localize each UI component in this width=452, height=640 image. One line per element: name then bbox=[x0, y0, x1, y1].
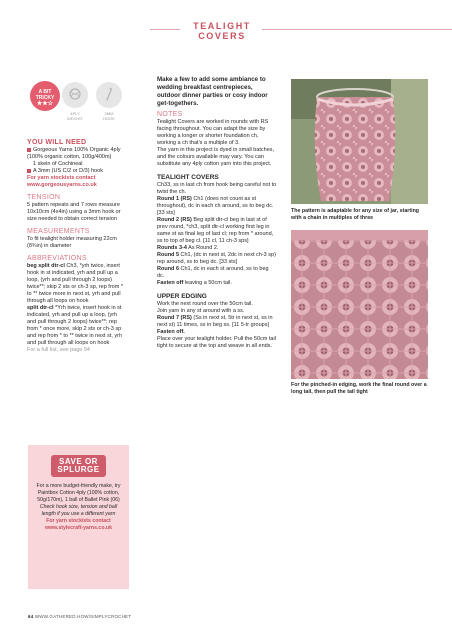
rounds-3-4-text: As Round 2. bbox=[186, 245, 219, 251]
difficulty-badge bbox=[30, 81, 60, 111]
measurements-text: To fit tealight holder measuring 22cm (8¾in) in diameter bbox=[27, 236, 117, 249]
tealight-cover-photo bbox=[291, 79, 428, 204]
yarn-ball-icon bbox=[69, 87, 81, 101]
yarn-weight-label-2: WEIGHT bbox=[67, 116, 83, 121]
middle-column bbox=[157, 76, 277, 350]
intro-text: Make a few to add some ambiance to wedding breakfast centrepieces, outdoor dinner parties or cosy indoor get-togethers. bbox=[157, 76, 268, 107]
crochet-hook-icon bbox=[103, 87, 115, 101]
abbreviation-2-text: *Yrh twice, insert hook in st indicated, yrh and pull up a loop, (yrh and pull through 2 loops) twice**; rep from * once more, skip 2 sts or ch-3 sp and rep from * to ** twice in next st, yrh and pull through all loops on hook bbox=[27, 305, 123, 346]
yarn-weight-label-1: 4PLY bbox=[70, 111, 80, 116]
splurge-title-line-2: SPLURGE bbox=[57, 465, 100, 474]
round-2-label: Round 2 (RS) bbox=[157, 217, 192, 223]
full-list-note: For a full list, see page 94 bbox=[27, 347, 90, 353]
photo-caption-2: For the pinched-in edging, work the final round over a long tail, then pull the tail tight bbox=[291, 382, 427, 395]
abbreviation-2-term: split dtr-cl bbox=[27, 305, 54, 311]
page-footer bbox=[28, 614, 131, 619]
round-6-text: Ch1, dc in each st around, ss to beg dc. bbox=[157, 266, 269, 279]
materials-item-1-text: Gorgeous Yarns 100% Organic 4ply (100% organic cotton, 100g/400m) bbox=[27, 147, 121, 160]
you-will-need-heading: YOU WILL NEED bbox=[27, 139, 87, 146]
fasten-off-label: Fasten off bbox=[157, 280, 184, 286]
pattern-rounds-3-4 bbox=[157, 245, 277, 252]
pattern-fasten-off bbox=[157, 280, 277, 287]
materials-item-1-qty: 1 skein of Cochineal bbox=[33, 161, 83, 167]
edging-step-3: Place over your tealight holder. Pull the 50cm tail tight to secure at the top and weave in all ends. bbox=[157, 336, 276, 349]
materials-item-2 bbox=[27, 168, 127, 175]
crochet-detail-illustration bbox=[291, 230, 428, 379]
pattern-round-1 bbox=[157, 196, 277, 217]
crochet-detail-photo bbox=[291, 230, 428, 379]
bullet-icon bbox=[27, 148, 31, 152]
difficulty-line-2: TRICKY bbox=[35, 95, 55, 101]
round-7-label: Round 7 (RS) bbox=[157, 315, 192, 321]
materials-item-2-text: A 3mm (US C/2 or D/3) hook bbox=[33, 168, 103, 174]
pattern-heading: TEALIGHT COVERS bbox=[157, 174, 219, 181]
round-2-text: Beg split dtr-cl beg in last st of prev round, *ch3, split dtr-cl working first leg in same st as final leg of last cl; rep from * around, ss to top of beg cl. [11 cl, 11 ch-3 sps] bbox=[157, 217, 274, 244]
left-column bbox=[27, 139, 127, 354]
abbreviation-2 bbox=[27, 305, 127, 347]
round-7-text: (Ss in next st, 5tr in next st, ss in next st) 11 times, ss in beg ss. [11 5-tr groups] bbox=[157, 315, 273, 328]
notes-paragraph-1: Tealight Covers are worked in rounds with RS facing throughout. You can adapt the size by working a longer or shorter foundation ch, working a ch that's a multiple of 3. bbox=[157, 119, 269, 146]
tension-text: 5 pattern repeats and 7 rows measure 10x10cm (4x4in) using a 3mm hook or size needed to obtain correct tension bbox=[27, 202, 121, 222]
hook-size-badge bbox=[96, 82, 122, 108]
round-1-label: Round 1 (RS) bbox=[157, 196, 192, 202]
hook-size-label-1: 3MM bbox=[104, 111, 114, 116]
photo-caption-1: The pattern is adaptable for any size of jar, starting with a chain in multiples of three bbox=[291, 208, 420, 221]
splurge-text-1: For a more budget-friendly make, try Paintbox Cotton 4ply (100% cotton, 50g/170m), 1 ball of Ballet Pink (06) bbox=[36, 483, 121, 503]
save-or-splurge-title bbox=[51, 455, 105, 477]
hook-size-label-2: HOOK bbox=[103, 116, 115, 121]
splurge-text-2: Check hook size, tension and ball length if you use a different yarn bbox=[39, 504, 118, 517]
notes-paragraph-2: The yarn in this project is dyed in small batches, and the colours available may vary. You can substitute any 4ply cotton yarn into this project. bbox=[157, 147, 275, 167]
pattern-round-7 bbox=[157, 315, 277, 329]
pattern-round-6 bbox=[157, 266, 277, 280]
fasten-off-text: leaving a 50cm tail. bbox=[183, 280, 232, 286]
splurge-stockists-link[interactable]: For yarn stockists contact www.stylecraft-yarns.co.uk bbox=[45, 518, 112, 531]
stockists-link[interactable]: For yarn stockists contact www.gorgeousyarns.co.uk bbox=[27, 175, 97, 188]
page-number: 64 bbox=[28, 614, 34, 619]
footer-site[interactable]: WWW.GATHERED.HOW/SIMPLYCROCHET bbox=[34, 614, 132, 619]
page-title: TEALIGHT COVERS bbox=[193, 21, 251, 41]
splurge-title-line-1: SAVE OR bbox=[59, 457, 98, 466]
round-6-label: Round 6 bbox=[157, 266, 179, 272]
edging-step-2: Join yarn in any st around with a ss. bbox=[157, 308, 245, 314]
pattern-round-5 bbox=[157, 252, 277, 266]
save-or-splurge-box bbox=[28, 445, 129, 589]
abbreviation-1-term: beg split dtr-cl bbox=[27, 263, 65, 269]
round-5-label: Round 5 bbox=[157, 252, 179, 258]
notes-heading: NOTES bbox=[157, 111, 183, 118]
yarn-weight-label bbox=[58, 111, 92, 121]
materials-item-1 bbox=[27, 147, 127, 161]
abbreviation-1-text: Ch3, *yrh twice, insert hook in st indicated, yrh and pull up a loop, (yrh and pull through 2 loops) twice**; skip 2 sts or ch-3 sp, rep from * to ** twice more in next st, yrh and pull through all loops on hook bbox=[27, 263, 123, 304]
difficulty-stars: ★★☆ bbox=[36, 101, 54, 107]
yarn-weight-badge bbox=[62, 82, 88, 108]
tension-heading: TENSION bbox=[27, 194, 61, 201]
abbreviations-heading: ABBREVIATIONS bbox=[27, 255, 87, 262]
round-5-text: Ch1, (dc in next st, 2dc in next ch-3 sp) rep around, ss to beg dc. [33 sts] bbox=[157, 252, 276, 265]
round-1-text: Ch1 (does not count as st throughout), dc in each ch around, ss to beg dc. [33 sts] bbox=[157, 196, 274, 216]
difficulty-line-1: A BIT bbox=[38, 89, 52, 95]
pattern-foundation: Ch33, ss in last ch from hook being careful not to twist the ch. bbox=[157, 182, 277, 195]
header-rule-right bbox=[262, 29, 452, 30]
header-rule-left bbox=[150, 29, 180, 30]
measurements-heading: MEASUREMENTS bbox=[27, 228, 90, 235]
rounds-3-4-label: Rounds 3-4 bbox=[157, 245, 187, 251]
abbreviation-1 bbox=[27, 263, 127, 305]
edging-fasten-off: Fasten off. bbox=[157, 329, 185, 335]
tealight-cover-illustration bbox=[291, 79, 428, 204]
upper-edging-heading: UPPER EDGING bbox=[157, 293, 207, 300]
edging-step-1: Work the next round over the 50cm tail. bbox=[157, 301, 253, 307]
pattern-round-2 bbox=[157, 217, 277, 245]
hook-size-label bbox=[92, 111, 126, 121]
bullet-icon bbox=[27, 169, 31, 173]
